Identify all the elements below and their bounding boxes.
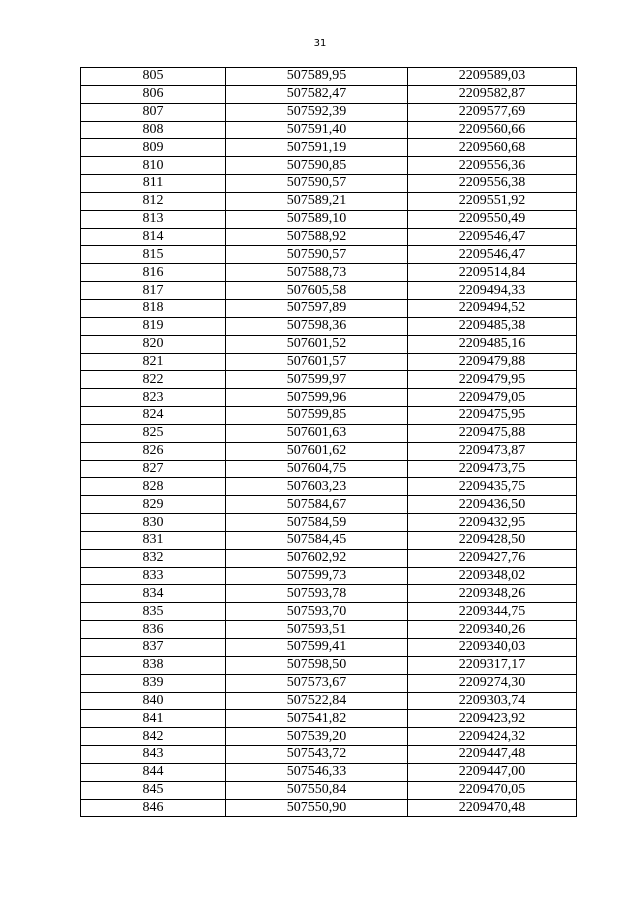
y-coordinate-cell: 2209473,75 [408, 460, 577, 478]
point-number-cell: 814 [81, 228, 226, 246]
table-row [81, 121, 577, 139]
y-coordinate-cell: 2209340,26 [408, 621, 577, 639]
table-row [81, 85, 577, 103]
point-number-cell: 822 [81, 371, 226, 389]
y-coordinate-cell: 2209546,47 [408, 246, 577, 264]
table-row [81, 299, 577, 317]
table-row [81, 728, 577, 746]
x-coordinate-cell: 507522,84 [226, 692, 408, 710]
x-coordinate-cell: 507592,39 [226, 103, 408, 121]
point-number-cell: 824 [81, 407, 226, 425]
point-number-cell: 812 [81, 192, 226, 210]
table-row [81, 157, 577, 175]
point-number-cell: 810 [81, 157, 226, 175]
table-row [81, 781, 577, 799]
table-row [81, 478, 577, 496]
y-coordinate-cell: 2209556,38 [408, 175, 577, 193]
table-row [81, 264, 577, 282]
y-coordinate-cell: 2209447,48 [408, 746, 577, 764]
table-row [81, 68, 577, 86]
table-row [81, 460, 577, 478]
point-number-cell: 837 [81, 639, 226, 657]
y-coordinate-cell: 2209317,17 [408, 656, 577, 674]
y-coordinate-cell: 2209436,50 [408, 496, 577, 514]
point-number-cell: 808 [81, 121, 226, 139]
page-number: 31 [313, 38, 327, 49]
point-number-cell: 841 [81, 710, 226, 728]
table-row [81, 656, 577, 674]
point-number-cell: 829 [81, 496, 226, 514]
y-coordinate-cell: 2209479,95 [408, 371, 577, 389]
table-row [81, 139, 577, 157]
x-coordinate-cell: 507598,50 [226, 656, 408, 674]
y-coordinate-cell: 2209348,26 [408, 585, 577, 603]
point-number-cell: 815 [81, 246, 226, 264]
x-coordinate-cell: 507588,73 [226, 264, 408, 282]
point-number-cell: 840 [81, 692, 226, 710]
table-row [81, 603, 577, 621]
x-coordinate-cell: 507591,40 [226, 121, 408, 139]
x-coordinate-cell: 507593,51 [226, 621, 408, 639]
x-coordinate-cell: 507590,57 [226, 246, 408, 264]
point-number-cell: 844 [81, 763, 226, 781]
point-number-cell: 828 [81, 478, 226, 496]
y-coordinate-cell: 2209435,75 [408, 478, 577, 496]
table-row [81, 103, 577, 121]
y-coordinate-cell: 2209340,03 [408, 639, 577, 657]
point-number-cell: 834 [81, 585, 226, 603]
y-coordinate-cell: 2209348,02 [408, 567, 577, 585]
table-row [81, 746, 577, 764]
point-number-cell: 831 [81, 531, 226, 549]
x-coordinate-cell: 507603,23 [226, 478, 408, 496]
table-row [81, 246, 577, 264]
table-row [81, 692, 577, 710]
y-coordinate-cell: 2209428,50 [408, 531, 577, 549]
y-coordinate-cell: 2209550,49 [408, 210, 577, 228]
x-coordinate-cell: 507599,97 [226, 371, 408, 389]
table-row [81, 621, 577, 639]
point-number-cell: 830 [81, 514, 226, 532]
point-number-cell: 826 [81, 442, 226, 460]
point-number-cell: 820 [81, 335, 226, 353]
y-coordinate-cell: 2209475,95 [408, 407, 577, 425]
y-coordinate-cell: 2209344,75 [408, 603, 577, 621]
table-row [81, 710, 577, 728]
point-number-cell: 842 [81, 728, 226, 746]
table-row [81, 389, 577, 407]
table-row [81, 424, 577, 442]
y-coordinate-cell: 2209303,74 [408, 692, 577, 710]
point-number-cell: 827 [81, 460, 226, 478]
x-coordinate-cell: 507601,52 [226, 335, 408, 353]
y-coordinate-cell: 2209485,38 [408, 317, 577, 335]
y-coordinate-cell: 2209560,68 [408, 139, 577, 157]
table-row [81, 639, 577, 657]
table-row [81, 228, 577, 246]
x-coordinate-cell: 507604,75 [226, 460, 408, 478]
y-coordinate-cell: 2209423,92 [408, 710, 577, 728]
x-coordinate-cell: 507590,85 [226, 157, 408, 175]
y-coordinate-cell: 2209427,76 [408, 549, 577, 567]
x-coordinate-cell: 507582,47 [226, 85, 408, 103]
y-coordinate-cell: 2209479,88 [408, 353, 577, 371]
coordinates-table [80, 67, 577, 817]
y-coordinate-cell: 2209274,30 [408, 674, 577, 692]
table-row [81, 514, 577, 532]
table-row [81, 353, 577, 371]
table-row [81, 407, 577, 425]
y-coordinate-cell: 2209546,47 [408, 228, 577, 246]
table-row [81, 335, 577, 353]
x-coordinate-cell: 507601,57 [226, 353, 408, 371]
y-coordinate-cell: 2209551,92 [408, 192, 577, 210]
point-number-cell: 833 [81, 567, 226, 585]
point-number-cell: 825 [81, 424, 226, 442]
point-number-cell: 817 [81, 282, 226, 300]
table-row [81, 192, 577, 210]
x-coordinate-cell: 507573,67 [226, 674, 408, 692]
point-number-cell: 845 [81, 781, 226, 799]
x-coordinate-cell: 507543,72 [226, 746, 408, 764]
y-coordinate-cell: 2209475,88 [408, 424, 577, 442]
y-coordinate-cell: 2209589,03 [408, 68, 577, 86]
x-coordinate-cell: 507588,92 [226, 228, 408, 246]
point-number-cell: 819 [81, 317, 226, 335]
x-coordinate-cell: 507584,59 [226, 514, 408, 532]
point-number-cell: 805 [81, 68, 226, 86]
y-coordinate-cell: 2209514,84 [408, 264, 577, 282]
table-row [81, 585, 577, 603]
table-row [81, 442, 577, 460]
x-coordinate-cell: 507602,92 [226, 549, 408, 567]
x-coordinate-cell: 507598,36 [226, 317, 408, 335]
point-number-cell: 806 [81, 85, 226, 103]
table-row [81, 175, 577, 193]
x-coordinate-cell: 507589,21 [226, 192, 408, 210]
x-coordinate-cell: 507601,63 [226, 424, 408, 442]
table-row [81, 799, 577, 817]
y-coordinate-cell: 2209556,36 [408, 157, 577, 175]
y-coordinate-cell: 2209494,33 [408, 282, 577, 300]
x-coordinate-cell: 507599,96 [226, 389, 408, 407]
point-number-cell: 821 [81, 353, 226, 371]
x-coordinate-cell: 507601,62 [226, 442, 408, 460]
x-coordinate-cell: 507550,90 [226, 799, 408, 817]
x-coordinate-cell: 507599,85 [226, 407, 408, 425]
y-coordinate-cell: 2209582,87 [408, 85, 577, 103]
x-coordinate-cell: 507591,19 [226, 139, 408, 157]
point-number-cell: 843 [81, 746, 226, 764]
table-row [81, 317, 577, 335]
point-number-cell: 813 [81, 210, 226, 228]
point-number-cell: 835 [81, 603, 226, 621]
table-row [81, 531, 577, 549]
table-row [81, 549, 577, 567]
y-coordinate-cell: 2209424,32 [408, 728, 577, 746]
y-coordinate-cell: 2209470,05 [408, 781, 577, 799]
x-coordinate-cell: 507589,95 [226, 68, 408, 86]
x-coordinate-cell: 507541,82 [226, 710, 408, 728]
table-row [81, 567, 577, 585]
y-coordinate-cell: 2209473,87 [408, 442, 577, 460]
table-row [81, 763, 577, 781]
x-coordinate-cell: 507550,84 [226, 781, 408, 799]
point-number-cell: 838 [81, 656, 226, 674]
point-number-cell: 816 [81, 264, 226, 282]
x-coordinate-cell: 507546,33 [226, 763, 408, 781]
table-row [81, 674, 577, 692]
point-number-cell: 809 [81, 139, 226, 157]
point-number-cell: 846 [81, 799, 226, 817]
x-coordinate-cell: 507599,73 [226, 567, 408, 585]
y-coordinate-cell: 2209560,66 [408, 121, 577, 139]
x-coordinate-cell: 507593,70 [226, 603, 408, 621]
table-row [81, 282, 577, 300]
x-coordinate-cell: 507597,89 [226, 299, 408, 317]
point-number-cell: 818 [81, 299, 226, 317]
y-coordinate-cell: 2209432,95 [408, 514, 577, 532]
point-number-cell: 836 [81, 621, 226, 639]
x-coordinate-cell: 507605,58 [226, 282, 408, 300]
table-row [81, 371, 577, 389]
x-coordinate-cell: 507539,20 [226, 728, 408, 746]
point-number-cell: 839 [81, 674, 226, 692]
point-number-cell: 832 [81, 549, 226, 567]
x-coordinate-cell: 507589,10 [226, 210, 408, 228]
x-coordinate-cell: 507590,57 [226, 175, 408, 193]
table-row [81, 496, 577, 514]
x-coordinate-cell: 507584,45 [226, 531, 408, 549]
y-coordinate-cell: 2209470,48 [408, 799, 577, 817]
point-number-cell: 823 [81, 389, 226, 407]
table-row [81, 210, 577, 228]
y-coordinate-cell: 2209577,69 [408, 103, 577, 121]
y-coordinate-cell: 2209479,05 [408, 389, 577, 407]
coordinates-table-body [81, 68, 577, 817]
y-coordinate-cell: 2209447,00 [408, 763, 577, 781]
x-coordinate-cell: 507584,67 [226, 496, 408, 514]
point-number-cell: 807 [81, 103, 226, 121]
x-coordinate-cell: 507593,78 [226, 585, 408, 603]
point-number-cell: 811 [81, 175, 226, 193]
x-coordinate-cell: 507599,41 [226, 639, 408, 657]
y-coordinate-cell: 2209485,16 [408, 335, 577, 353]
y-coordinate-cell: 2209494,52 [408, 299, 577, 317]
